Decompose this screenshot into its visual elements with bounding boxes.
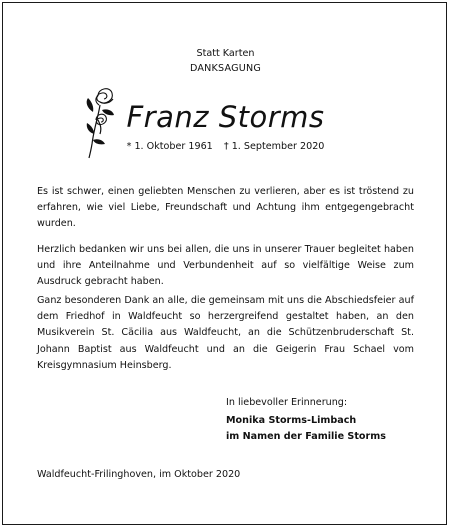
header-danksagung: DANKSAGUNG bbox=[190, 63, 261, 74]
signature-name: Monika Storms-Limbach bbox=[226, 415, 357, 426]
signature-intro: In liebevoller Erinnerung: bbox=[226, 397, 348, 408]
death-date: † 1. September 2020 bbox=[223, 141, 325, 152]
deceased-name: Franz Storms bbox=[126, 100, 325, 134]
signature-family: im Namen der Familie Storms bbox=[226, 431, 386, 442]
life-dates bbox=[0, 141, 451, 152]
place-date: Waldfeucht-Frilinghoven, im Oktober 2020 bbox=[37, 469, 241, 480]
birth-date: * 1. Oktober 1961 bbox=[126, 141, 213, 152]
paragraph-1: Es ist schwer, einen geliebten Menschen zu verlieren, aber es ist tröstend zu erfahren, wie viel Liebe, Freundschaft und Achtung ihm entgegengebracht wurden. bbox=[37, 186, 414, 230]
paragraph-3: Ganz besonderen Dank an alle, die gemeinsam mit uns die Abschiedsfeier auf dem Friedhof in Waldfeucht so herzergreifend gestaltet haben, an den Musikverein St. Cäcilia aus Waldfeucht, an die Schützenbruderschaft St. Johann Baptist aus Waldfeucht und an die Geigerin Frau Schael vom Kreisgymnasium Heinsberg. bbox=[37, 295, 414, 371]
header-statt-karten: Statt Karten bbox=[196, 48, 255, 59]
paragraph-2: Herzlich bedanken wir uns bei allen, die uns in unserer Trauer begleitet haben und ihre Anteilnahme und Verbundenheit auf so vielfältige Weise zum Ausdruck gebracht haben. bbox=[37, 244, 414, 288]
